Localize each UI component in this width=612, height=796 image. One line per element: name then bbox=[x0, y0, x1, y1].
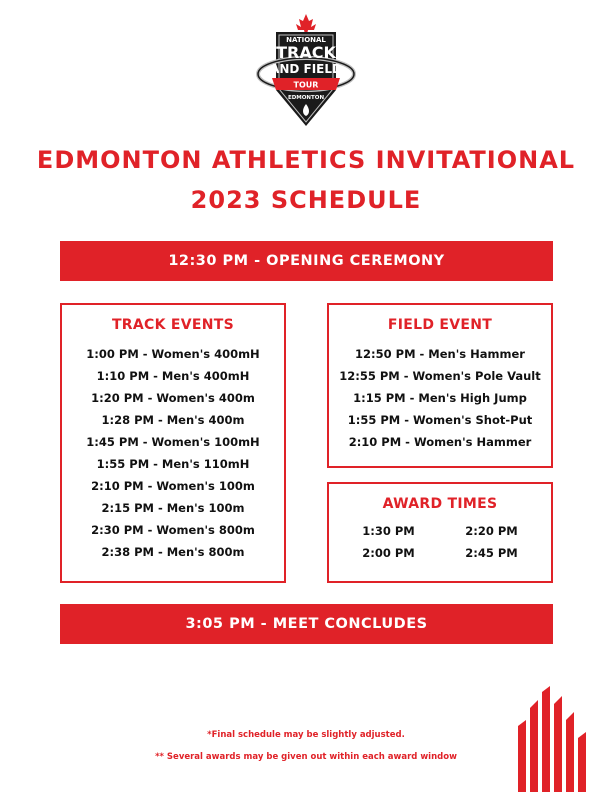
list-item: 1:45 PM - Women's 100mH bbox=[86, 435, 260, 449]
field-events-heading: FIELD EVENT bbox=[387, 317, 493, 333]
award-times-heading: AWARD TIMES bbox=[382, 496, 498, 512]
track-events-box bbox=[60, 303, 286, 583]
maple-leaf-icon bbox=[296, 14, 316, 34]
list-item: 2:38 PM - Men's 800m bbox=[101, 545, 245, 559]
award-time: 1:30 PM bbox=[362, 524, 415, 538]
tour-logo bbox=[256, 12, 356, 130]
skyline-decoration bbox=[512, 686, 592, 792]
footnote-schedule: *Final schedule may be slightly adjusted. bbox=[207, 730, 405, 740]
award-times-grid bbox=[329, 522, 551, 562]
award-time: 2:20 PM bbox=[465, 524, 518, 538]
svg-text:NATIONAL: NATIONAL bbox=[286, 36, 326, 44]
list-item: 12:55 PM - Women's Pole Vault bbox=[339, 369, 541, 383]
page-title-line2: 2023 SCHEDULE bbox=[190, 186, 422, 214]
list-item: 1:15 PM - Men's High Jump bbox=[353, 391, 527, 405]
track-events-heading: TRACK EVENTS bbox=[111, 317, 235, 333]
list-item: 1:28 PM - Men's 400m bbox=[101, 413, 245, 427]
award-time: 2:45 PM bbox=[465, 546, 518, 560]
list-item: 2:15 PM - Men's 100m bbox=[101, 501, 245, 515]
opening-ceremony-banner: 12:30 PM - OPENING CEREMONY bbox=[60, 241, 553, 281]
svg-text:EDMONTON: EDMONTON bbox=[287, 95, 325, 101]
field-events-box bbox=[327, 303, 553, 468]
list-item: 2:30 PM - Women's 800m bbox=[91, 523, 255, 537]
track-events-list bbox=[62, 343, 284, 563]
svg-text:TOUR: TOUR bbox=[293, 80, 319, 90]
footnote-awards: ** Several awards may be given out within each award window bbox=[155, 752, 457, 762]
award-time: 2:00 PM bbox=[362, 546, 415, 560]
field-events-list bbox=[329, 343, 551, 453]
list-item: 1:20 PM - Women's 400m bbox=[91, 391, 255, 405]
list-item: 1:10 PM - Men's 400mH bbox=[96, 369, 250, 383]
list-item: 1:55 PM - Men's 110mH bbox=[96, 457, 250, 471]
award-times-box bbox=[327, 482, 553, 583]
svg-text:TRACK: TRACK bbox=[276, 43, 336, 62]
list-item: 1:00 PM - Women's 400mH bbox=[86, 347, 260, 361]
meet-concludes-banner: 3:05 PM - MEET CONCLUDES bbox=[60, 604, 553, 644]
list-item: 1:55 PM - Women's Shot-Put bbox=[347, 413, 533, 427]
list-item: 2:10 PM - Women's 100m bbox=[91, 479, 255, 493]
page-title-line1: EDMONTON ATHLETICS INVITATIONAL bbox=[36, 146, 576, 174]
list-item: 12:50 PM - Men's Hammer bbox=[355, 347, 525, 361]
svg-text:AND FIELD: AND FIELD bbox=[270, 62, 342, 76]
tour-logo-graphic bbox=[256, 12, 356, 130]
list-item: 2:10 PM - Women's Hammer bbox=[348, 435, 532, 449]
skyline-icon bbox=[512, 686, 592, 792]
